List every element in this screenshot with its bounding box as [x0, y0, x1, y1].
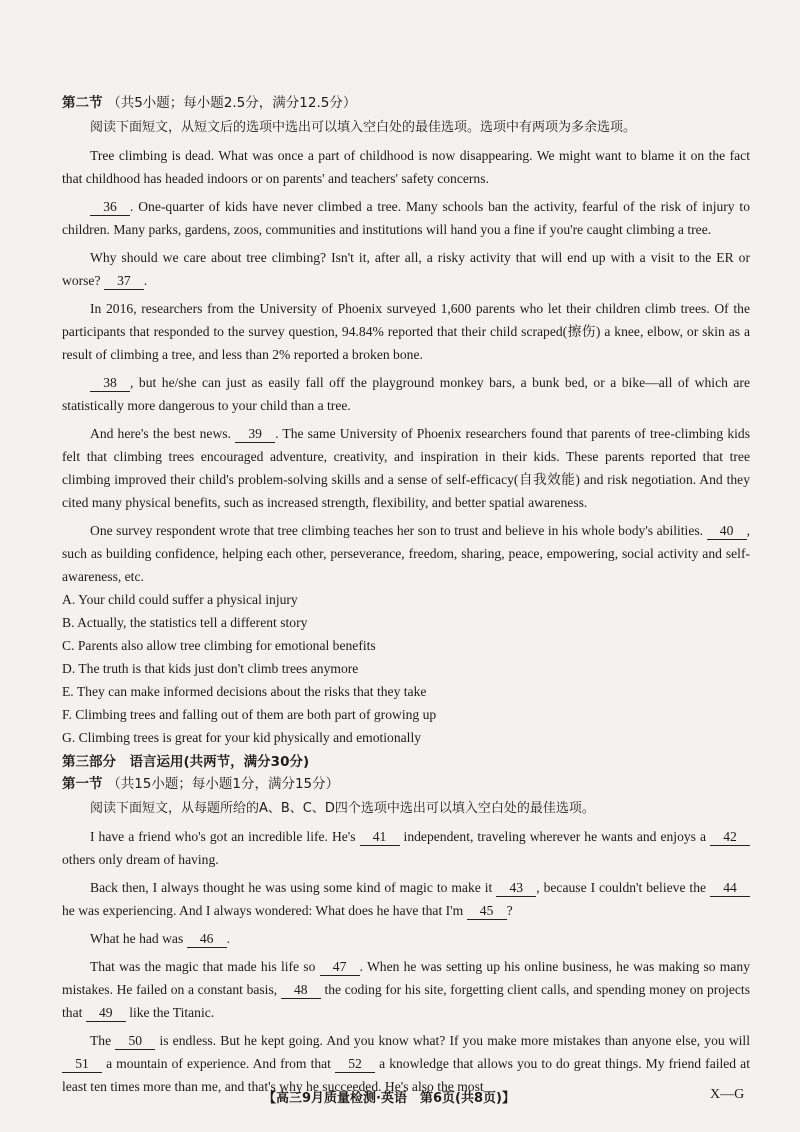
passage-paragraph — [62, 246, 750, 292]
paragraph-text: , such as building confidence, helping each other, perseverance, freedom, sharing, peace, empowering, social activity and self-awareness, etc. — [62, 523, 750, 584]
option-item: D. The truth is that kids just don't climb trees anymore — [62, 661, 359, 676]
paragraph-text: a mountain of experience. And from that — [102, 1056, 336, 1071]
footer-page-info: 【高三9月质量检测·英语 第6页(共8页)】 — [263, 1091, 515, 1106]
answer-blank-51: 51 — [62, 1056, 102, 1073]
option-item: G. Climbing trees is great for your kid physically and emotionally — [62, 730, 422, 745]
paragraph-text: That was the magic that made his life so — [90, 959, 320, 974]
paragraph-text: . The same University of Phoenix researchers found that parents of tree-climbing kids felt that climbing trees encouraged adventure, creativity, and inspiration in their kids. These parents reported that tree climbing improved their child's problem-solving skills and a sense of self-efficacy(自我效能) and risk negotiation. And they cited many physical benefits, such as increased strength, flexibility, and better spatial awareness. — [62, 426, 751, 510]
answer-blank-49: 49 — [86, 1005, 126, 1022]
paragraph-text: And here's the best news. — [90, 426, 236, 441]
paragraph-text: he was experiencing. And I always wondered: What does he have that I'm — [62, 903, 467, 918]
part3-section1-header: 第一节 （共15小题；每小题1分，满分15分） — [62, 776, 340, 792]
passage-paragraph — [62, 422, 750, 514]
paragraph-text: . — [143, 273, 148, 288]
option-item: F. Climbing trees and falling out of them are both part of growing up — [62, 707, 437, 722]
option-item: C. Parents also allow tree climbing for emotional benefits — [62, 638, 376, 653]
option-item: B. Actually, the statistics tell a different story — [62, 615, 308, 630]
answer-blank-42: 42 — [710, 829, 750, 846]
paragraph-text: Why should we care about tree climbing? Isn't it, after all, a risky activity that will end up with a visit to the ER or worse? — [62, 250, 750, 288]
paragraph-text: Tree climbing is dead. What was once a part of childhood is now disappearing. We might want to blame it on the fact that childhood has headed indoors or on parents' and teachers' safety concerns. — [62, 148, 750, 186]
section2-options — [62, 588, 750, 749]
paragraph-text: independent, traveling wherever he wants and enjoys a — [399, 829, 711, 844]
section2-passage — [62, 144, 750, 588]
cloze-paragraph — [62, 825, 750, 871]
option-item: E. They can make informed decisions about the risks that they take — [62, 684, 427, 699]
paragraph-text: the coding for his site, forgetting client calls, and spending money on projects that — [62, 982, 750, 1020]
answer-blank-45: 45 — [467, 903, 507, 920]
part3-instructions: 阅读下面短文，从每题所给的A、B、C、D四个选项中选出可以填入空白处的最佳选项。 — [90, 801, 595, 816]
paragraph-text: In 2016, researchers from the University of Phoenix surveyed 1,600 parents who let their children climb trees. Of the participants that responded to the survey question, 94.84% reported that their child scraped(擦伤) a knee, elbow, or skin as a result of climbing a tree, and less than 2% reported a broken bone. — [62, 301, 750, 362]
paragraph-text: others only dream of having. — [62, 852, 219, 867]
cloze-paragraph — [62, 927, 750, 950]
paragraph-text: . One-quarter of kids have never climbed a tree. Many schools ban the activity, fearful of the risk of injury to children. Many parks, gardens, zoos, communities and institutions will hand you a fine if you're caught climbing a tree. — [62, 199, 750, 237]
answer-blank-50: 50 — [115, 1033, 155, 1050]
paragraph-text: like the Titanic. — [125, 1005, 215, 1020]
passage-paragraph — [62, 195, 750, 241]
paragraph-text: . — [226, 931, 231, 946]
paragraph-text: , because I couldn't believe the — [536, 880, 710, 895]
answer-blank-44: 44 — [710, 880, 750, 897]
answer-blank-41: 41 — [360, 829, 400, 846]
cloze-paragraph — [62, 876, 750, 922]
answer-blank-46: 46 — [187, 931, 227, 948]
answer-blank-36: 36 — [90, 199, 130, 216]
section2-header: 第二节 （共5小题；每小题2.5分，满分12.5分） — [62, 95, 357, 111]
answer-blank-37: 37 — [104, 273, 144, 290]
paragraph-text: ? — [506, 903, 513, 918]
answer-blank-47: 47 — [320, 959, 360, 976]
paragraph-text: , but he/she can just as easily fall off the playground monkey bars, a bunk bed, or a bike—all of which are statistically more dangerous to your child than a tree. — [62, 375, 750, 413]
passage-paragraph — [62, 371, 750, 417]
paragraph-text: . When he was setting up his online business, he was making so many mistakes. He failed on a constant basis, — [62, 959, 750, 997]
passage-paragraph — [62, 519, 750, 588]
footer-code: X—G — [710, 1087, 745, 1102]
paragraph-text: is endless. But he kept going. And you know what? If you make more mistakes than anyone else, you will — [155, 1033, 750, 1048]
passage-paragraph — [62, 144, 750, 190]
part3-passage — [62, 825, 750, 1098]
paragraph-text: a knowledge that allows you to do great things. My friend failed at least ten times more than me, and that's why he succeeded. He's also the most — [62, 1056, 750, 1094]
paragraph-text: The — [90, 1033, 116, 1048]
answer-blank-40: 40 — [707, 523, 747, 540]
paragraph-text: What he had was — [90, 931, 187, 946]
paragraph-text: I have a friend who's got an incredible life. He's — [90, 829, 360, 844]
paragraph-text: Back then, I always thought he was using some kind of magic to make it — [90, 880, 497, 895]
paragraph-text: One survey respondent wrote that tree climbing teaches her son to trust and believe in his whole body's abilities. — [90, 523, 707, 538]
option-item: A. Your child could suffer a physical injury — [62, 592, 298, 607]
cloze-paragraph — [62, 955, 750, 1024]
answer-blank-39: 39 — [235, 426, 275, 443]
section2-instructions: 阅读下面短文，从短文后的选项中选出可以填入空白处的最佳选项。选项中有两项为多余选项。 — [90, 120, 637, 135]
page-content — [62, 92, 750, 1098]
answer-blank-38: 38 — [90, 375, 130, 392]
answer-blank-48: 48 — [281, 982, 321, 999]
passage-paragraph — [62, 297, 750, 366]
answer-blank-52: 52 — [335, 1056, 375, 1073]
answer-blank-43: 43 — [496, 880, 536, 897]
part3-header: 第三部分 语言运用(共两节，满分30分) — [62, 754, 310, 770]
